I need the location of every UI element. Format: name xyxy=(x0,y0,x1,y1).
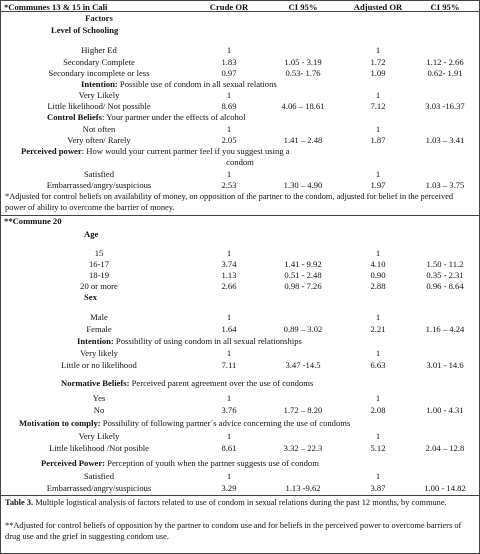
adjusted-or-cell: 7.12 xyxy=(370,101,386,111)
ci1-cell: 3.47 -14.5 xyxy=(285,360,321,370)
col-ci-95-1: CI 95% xyxy=(288,2,318,12)
table-row xyxy=(1,135,479,146)
adjusted-or-cell: 5.12 xyxy=(370,443,386,453)
crude-or-cell: 1.83 xyxy=(221,57,237,67)
group-heading-text xyxy=(77,336,302,347)
group-heading xyxy=(1,146,479,157)
table-row xyxy=(1,393,479,404)
section-2-footnote: **Adjusted for control beliefs of opposition by the partner to condom use and for beliefs in the perceived power to overcome barriers of drug use and the grief in suggesting condom use. xyxy=(5,521,462,541)
ci1-cell: 0.89 – 3.02 xyxy=(283,324,323,334)
group-heading-detail: Perceived parent agreement over the use of condoms xyxy=(129,378,314,388)
table-row xyxy=(1,281,479,292)
group-heading xyxy=(1,25,479,36)
ci1-cell: 1.30 – 4.90 xyxy=(283,180,323,190)
table-row xyxy=(1,124,479,135)
header-divider xyxy=(1,11,479,12)
table-row xyxy=(1,259,479,270)
ci1-cell: 1.41 – 2.48 xyxy=(283,135,323,145)
table-row xyxy=(1,360,479,371)
crude-or-cell: 1 xyxy=(226,90,232,100)
group-heading xyxy=(1,336,479,347)
crude-or-cell: 1 xyxy=(226,431,232,441)
col-crude-or: Crude OR xyxy=(209,2,249,12)
adjusted-or-cell: 1 xyxy=(375,124,381,134)
section-2-header-row xyxy=(1,216,479,227)
factor-cell: Embarrassed/angry/suspicious xyxy=(46,483,152,493)
table-row xyxy=(1,443,479,454)
group-heading xyxy=(1,79,479,90)
table-row xyxy=(1,169,479,180)
group-heading xyxy=(1,458,479,469)
table-row xyxy=(1,180,479,191)
group-heading xyxy=(1,112,479,123)
table-row xyxy=(1,348,479,359)
group-heading-label: Control Beliefs xyxy=(47,112,102,122)
caption-divider xyxy=(1,495,479,496)
group-heading-text: Sex xyxy=(84,292,97,302)
ci2-cell: 0.96 - 8.64 xyxy=(426,281,464,291)
adjusted-or-cell: 1.09 xyxy=(370,68,386,78)
section-2-title: **Commune 20 xyxy=(4,216,62,226)
crude-or-cell: 1 xyxy=(226,169,232,179)
factor-cell: Embarrassed/angry/suspicious xyxy=(46,180,152,190)
ci2-cell: 1.12 - 2.66 xyxy=(426,57,464,67)
group-heading-label: Normative Beliefs: xyxy=(61,378,130,388)
adjusted-or-cell: 2.08 xyxy=(370,405,386,415)
ci1-cell: 1.41 - 9.92 xyxy=(284,259,322,269)
group-heading-label: Intention: xyxy=(81,79,118,89)
factor-cell: Little or no likelihood xyxy=(61,360,137,370)
factor-cell: Not often xyxy=(82,124,116,134)
adjusted-or-cell: 1 xyxy=(375,90,381,100)
group-heading-detail: Possibility of following partner´s advice concerning the use of condoms xyxy=(100,418,351,428)
adjusted-or-cell: 2.21 xyxy=(370,324,386,334)
ci1-cell: 0.53- 1.76 xyxy=(285,68,321,78)
group-heading-detail: : Your partner under the effects of alcohol xyxy=(101,112,246,122)
adjusted-or-cell: 1 xyxy=(375,431,381,441)
factor-cell: Higher Ed xyxy=(81,45,117,55)
crude-or-cell: 1 xyxy=(226,471,232,481)
group-heading-text: Level of Schooling xyxy=(51,25,119,35)
factor-cell: Secondary incomplete or less xyxy=(48,68,150,78)
adjusted-or-cell: 1.97 xyxy=(370,180,386,190)
table-row xyxy=(1,405,479,416)
crude-or-cell: 7.11 xyxy=(221,360,237,370)
table-row xyxy=(1,45,479,56)
group-heading xyxy=(1,418,479,429)
factor-cell: Female xyxy=(86,324,112,334)
crude-or-cell: 8.69 xyxy=(221,101,237,111)
group-heading-label: Perceived power xyxy=(21,146,82,156)
crude-or-cell: 1 xyxy=(226,393,232,403)
crude-or-cell: 1 xyxy=(226,45,232,55)
ci1-cell: 1.13 -9.62 xyxy=(285,483,321,493)
table-row xyxy=(1,68,479,79)
factor-cell: Little likelihood /Not posible xyxy=(48,443,149,453)
factor-cell: 15 xyxy=(94,248,104,258)
group-heading xyxy=(1,229,479,240)
factor-cell: Very likely xyxy=(80,348,118,358)
group-heading-text xyxy=(81,79,277,90)
group-heading-continuation xyxy=(1,157,479,168)
section-1-title: *Communes 13 & 15 in Cali xyxy=(4,2,108,12)
group-heading-text xyxy=(41,458,319,469)
group-heading-line2: condom xyxy=(226,157,254,167)
group-heading-label: Perceived Power: xyxy=(41,458,106,468)
group-heading xyxy=(1,378,479,389)
table-row xyxy=(1,57,479,68)
group-heading-text xyxy=(47,112,246,123)
col-factors: Factors xyxy=(85,13,113,23)
group-heading-text xyxy=(61,378,313,389)
group-heading-text xyxy=(21,146,290,157)
factor-cell: Very Likely xyxy=(78,431,120,441)
adjusted-or-cell: 1 xyxy=(375,312,381,322)
group-heading-label: Intention: xyxy=(77,336,114,346)
ci2-cell: 0.35 - 2.31 xyxy=(426,270,464,280)
crude-or-cell: 1.13 xyxy=(221,270,237,280)
table-caption xyxy=(5,497,475,508)
ci1-cell: 4.06 – 18.61 xyxy=(281,101,325,111)
adjusted-or-cell: 1 xyxy=(375,393,381,403)
crude-or-cell: 2.66 xyxy=(221,281,237,291)
adjusted-or-cell: 0.90 xyxy=(370,270,386,280)
crude-or-cell: 1 xyxy=(226,124,232,134)
factor-cell: Very often/ Rarely xyxy=(67,135,131,145)
ci2-cell: 1.03 – 3.75 xyxy=(425,180,465,190)
factor-cell: Little likelihood/ Not possible xyxy=(47,101,151,111)
ci1-cell: 0.51 - 2.48 xyxy=(284,270,322,280)
ci2-cell: 0.62- 1.91 xyxy=(427,68,463,78)
adjusted-or-cell: 1.72 xyxy=(370,57,386,67)
crude-or-cell: 1.64 xyxy=(221,324,237,334)
adjusted-or-cell: 1 xyxy=(375,248,381,258)
ci2-cell: 1.03 – 3.41 xyxy=(425,135,465,145)
ci1-cell: 1.05 - 3.19 xyxy=(284,57,322,67)
crude-or-cell: 3.74 xyxy=(221,259,237,269)
crude-or-cell: 1 xyxy=(226,348,232,358)
adjusted-or-cell: 6.63 xyxy=(370,360,386,370)
ci1-cell: 0.98 - 7.26 xyxy=(284,281,322,291)
section-1-footnote: *Adjusted for control beliefs on availability of money, on opposition of the partner to the condom, adjusted for belief in the perceived power of ability to overcome the barrier of money. xyxy=(5,192,454,212)
adjusted-or-cell: 1 xyxy=(375,471,381,481)
ci2-cell: 1.00 - 14.82 xyxy=(424,483,466,493)
crude-or-cell: 1 xyxy=(226,312,232,322)
factor-cell: Yes xyxy=(92,393,106,403)
group-heading-detail: Possibility of using condom in all sexual relationships xyxy=(113,336,302,346)
group-heading-detail: : How would your current partner feel if you suggest using a xyxy=(81,146,290,156)
factor-cell: 16-17 xyxy=(88,259,110,269)
adjusted-or-cell: 2.88 xyxy=(370,281,386,291)
table-row xyxy=(1,270,479,281)
group-heading-label: Motivation to comply: xyxy=(19,418,101,428)
adjusted-or-cell: 1 xyxy=(375,348,381,358)
adjusted-or-cell: 3.87 xyxy=(370,483,386,493)
table-row xyxy=(1,101,479,112)
ci2-cell: 1.16 – 4.24 xyxy=(425,324,465,334)
crude-or-cell: 2.05 xyxy=(221,135,237,145)
adjusted-or-cell: 4.10 xyxy=(370,259,386,269)
ci2-cell: 3.03 -16.37 xyxy=(425,101,465,111)
adjusted-or-cell: 1 xyxy=(375,169,381,179)
ci2-cell: 1.50 - 11.2 xyxy=(426,259,464,269)
crude-or-cell: 8.61 xyxy=(221,443,237,453)
ci1-cell: 3.32 – 22.3 xyxy=(283,443,323,453)
group-heading-text: Age xyxy=(84,229,99,239)
group-heading-detail: Perception of youth when the partner suggests use of condom xyxy=(105,458,319,468)
crude-or-cell: 3.76 xyxy=(221,405,237,415)
table-row xyxy=(1,483,479,494)
ci2-cell: 2.04 – 12.8 xyxy=(425,443,465,453)
ci2-cell: 1.00 - 4.31 xyxy=(426,405,464,415)
caption-text: Multiple logistical analysis of factors related to use of condom in sexual relations during the past 12 months, by commune. xyxy=(33,498,447,507)
crude-or-cell: 1 xyxy=(226,248,232,258)
caption-label: Table 3. xyxy=(5,498,34,507)
crude-or-cell: 2.53 xyxy=(221,180,237,190)
group-heading-text xyxy=(19,418,350,429)
table-row xyxy=(1,90,479,101)
factor-cell: Satisfied xyxy=(83,169,115,179)
factor-cell: 18-19 xyxy=(88,270,110,280)
table-row xyxy=(1,248,479,259)
group-heading-detail: Possible use of condom in all sexual relations xyxy=(117,79,277,89)
group-heading xyxy=(1,292,479,303)
factor-cell: Satisfied xyxy=(83,471,115,481)
table-row xyxy=(1,471,479,482)
factors-header-row xyxy=(1,13,479,24)
crude-or-cell: 0.97 xyxy=(221,68,237,78)
ci2-cell: 3.01 - 14.6 xyxy=(426,360,464,370)
ci1-cell: 1.72 – 8.20 xyxy=(283,405,323,415)
col-adjusted-or: Adjusted OR xyxy=(353,2,403,12)
table-row xyxy=(1,312,479,323)
adjusted-or-cell: 1.87 xyxy=(370,135,386,145)
factor-cell: Male xyxy=(90,312,108,322)
factor-cell: No xyxy=(93,405,105,415)
col-ci-95-2: CI 95% xyxy=(430,2,460,12)
factor-cell: 20 or more xyxy=(80,281,118,291)
crude-or-cell: 3.29 xyxy=(221,483,237,493)
factor-cell: Very Likely xyxy=(78,90,120,100)
table-row xyxy=(1,431,479,442)
adjusted-or-cell: 1 xyxy=(375,45,381,55)
table-row xyxy=(1,324,479,335)
factor-cell: Secondary Complete xyxy=(63,57,135,67)
